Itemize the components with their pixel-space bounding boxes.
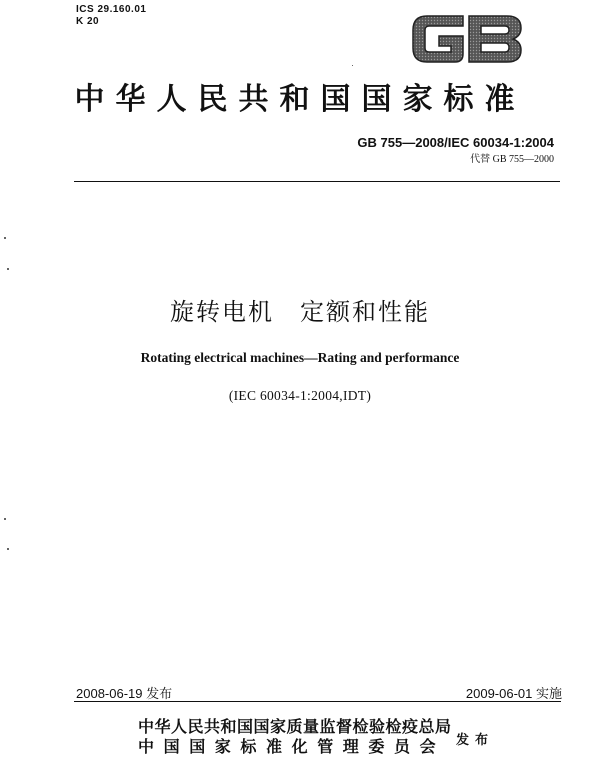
classification-codes (76, 4, 146, 28)
issuer-aqsiq: 中华人民共和国国家质量监督检验检疫总局 (138, 717, 452, 736)
top-divider (74, 181, 560, 182)
replaces-note: 代替 GB 755—2000 (470, 154, 554, 165)
ccs-code: K 20 (76, 16, 100, 27)
issue-date: 2008-06-19 发布 (76, 686, 173, 701)
scan-speck (4, 237, 6, 239)
bottom-divider (74, 701, 561, 702)
gb-logo (409, 10, 525, 68)
ics-code: ICS 29.160.01 (76, 4, 147, 15)
national-standard-title: 中华人民共和国国家标准 (74, 82, 526, 117)
document-title-en: Rotating electrical machines—Rating and performance (140, 350, 460, 365)
scan-speck (352, 65, 353, 66)
scan-speck (4, 518, 6, 520)
issuer-sac: 中国国家标准化管理委员会 (138, 737, 446, 756)
document-title-zh: 旋转电机 定额和性能 (170, 298, 430, 326)
scan-speck (7, 548, 9, 550)
standard-number: GB 755—2008/IEC 60034-1:2004 (357, 135, 554, 150)
equivalence-note: (IEC 60034-1:2004,IDT) (228, 388, 372, 403)
publish-label: 发布 (456, 733, 495, 748)
scan-speck (7, 268, 9, 270)
implementation-date: 2009-06-01 实施 (465, 686, 562, 701)
